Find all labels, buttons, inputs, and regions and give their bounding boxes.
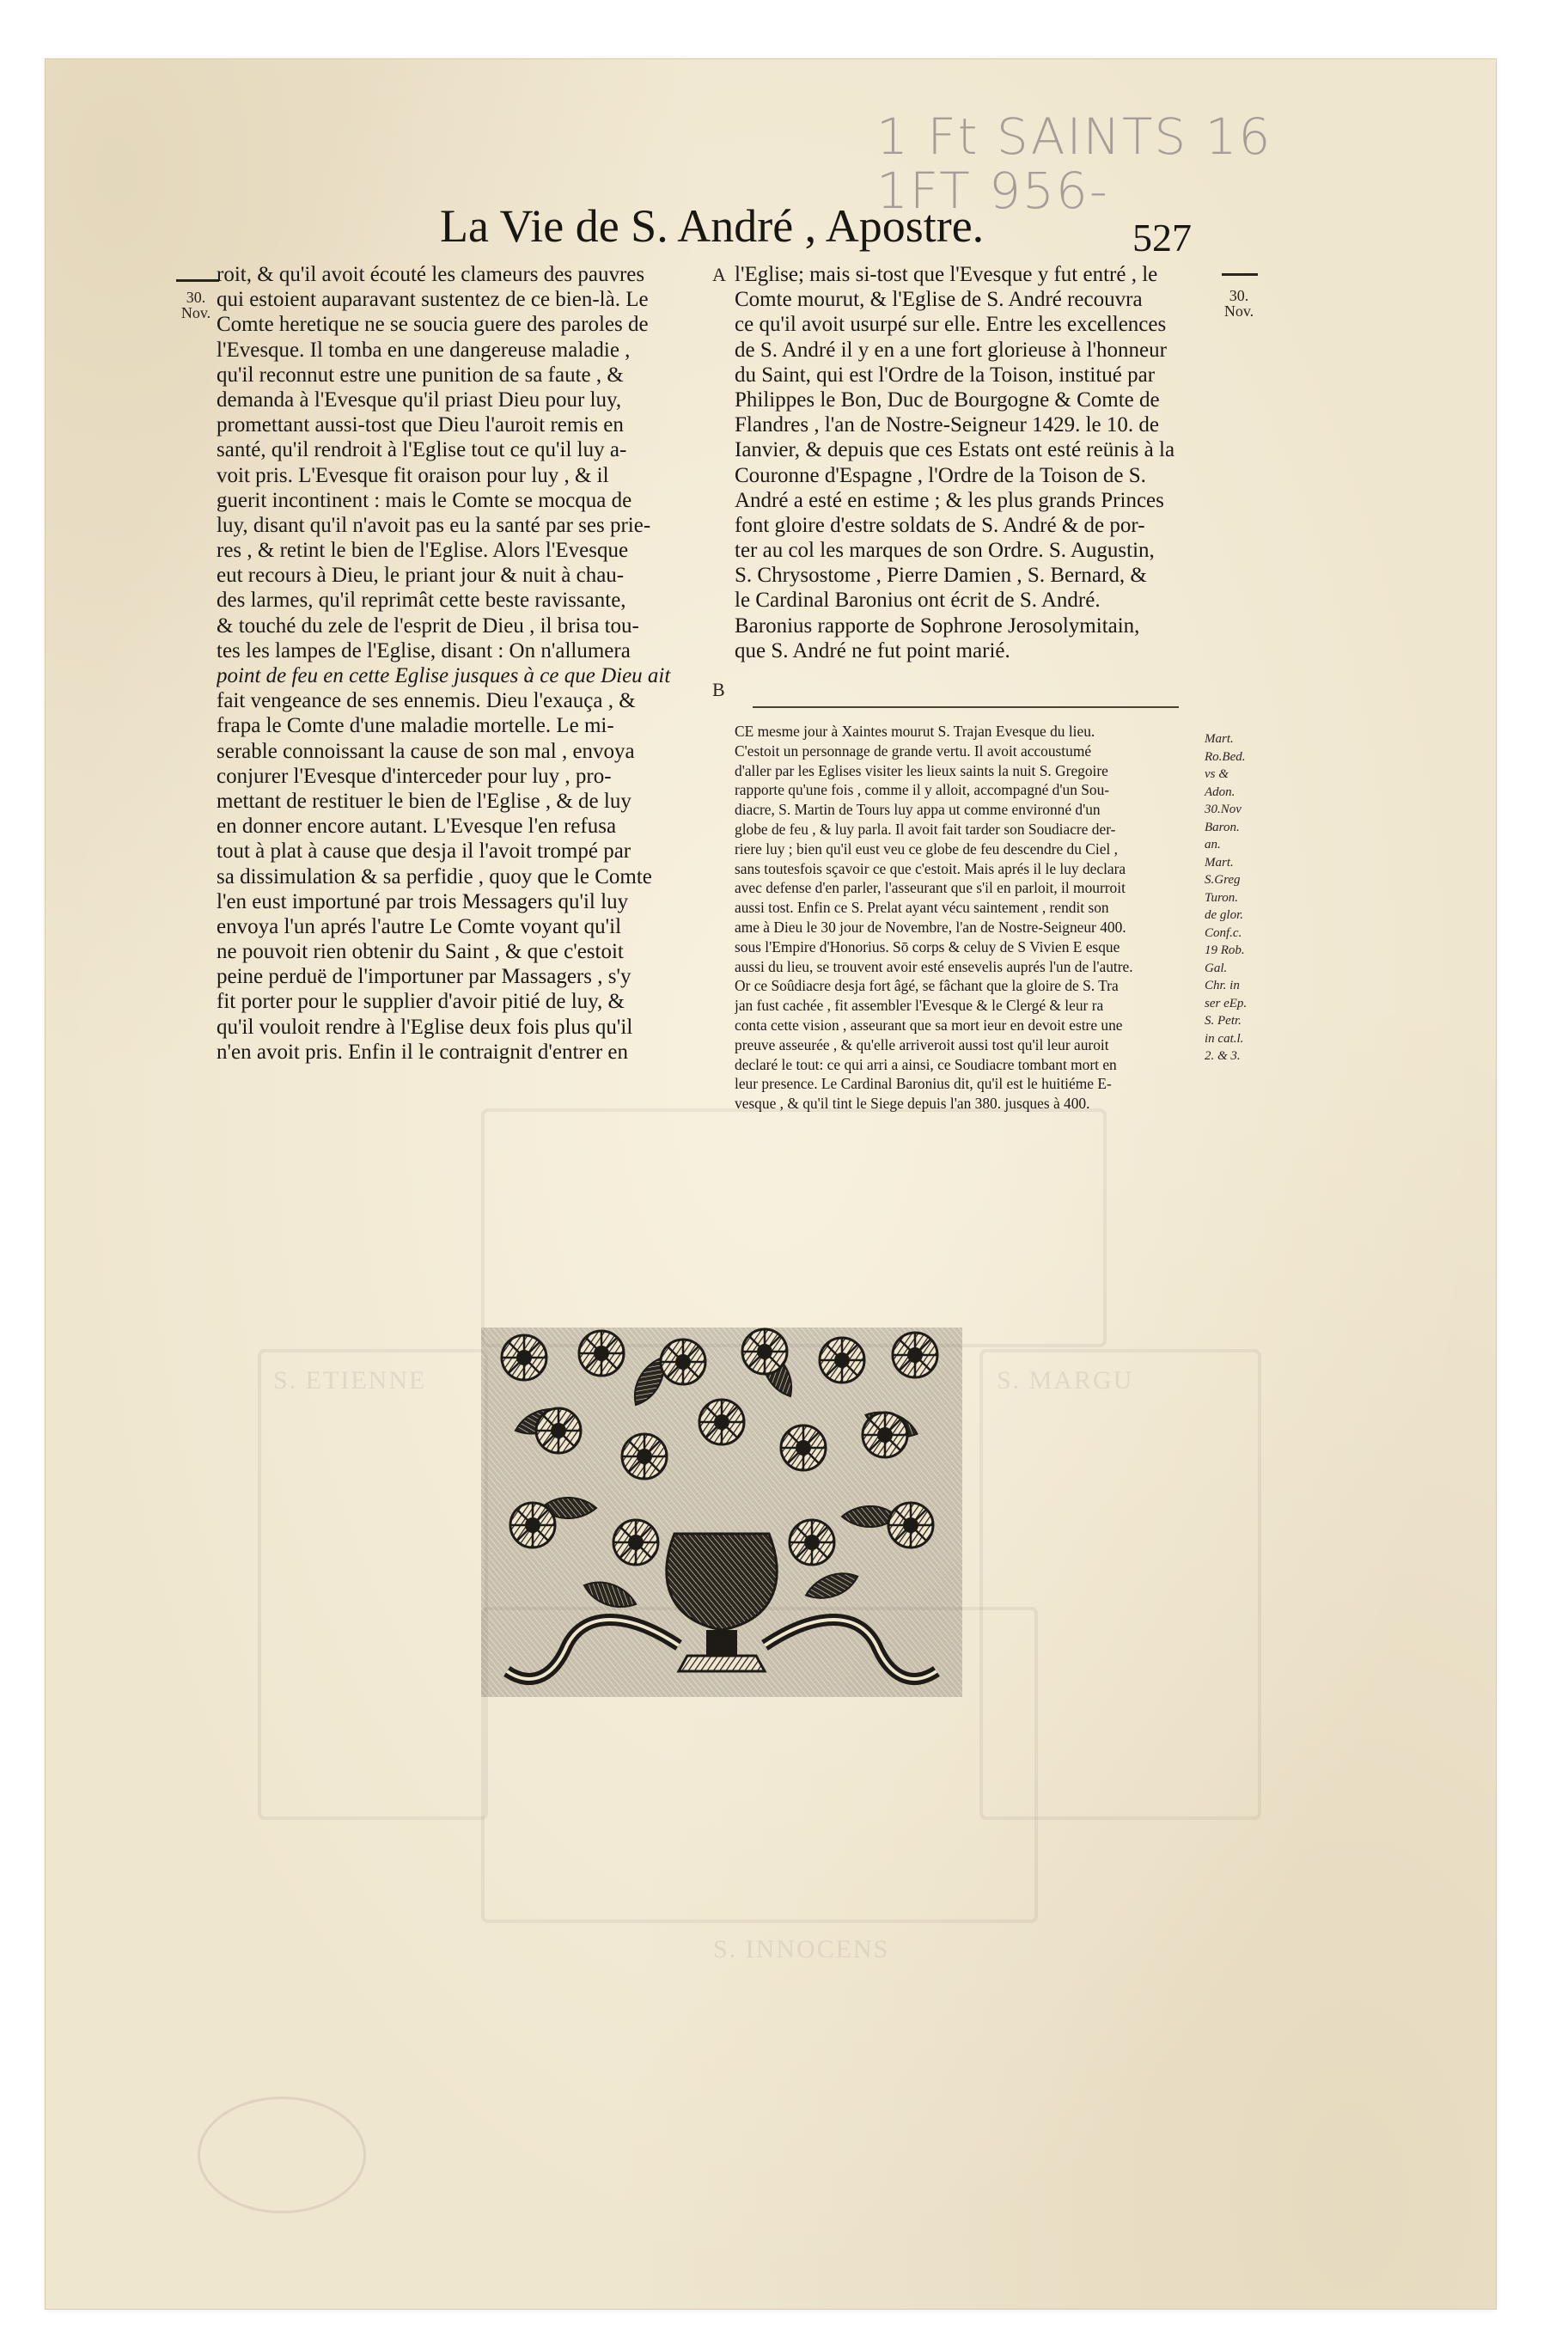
text-line: frapa le Comte d'une maladie mortelle. Le mi-: [217, 714, 614, 738]
text-line: eut recours à Dieu, le priant jour & nuit à chau-: [217, 564, 625, 588]
text-line: luy, disant qu'il n'avoit pas eu la santé par ses prie-: [217, 513, 651, 537]
section-divider: [753, 706, 1179, 708]
bleed-label-left: S. ETIENNE: [273, 1366, 427, 1395]
text-line: riere luy ; bien qu'il eust veu ce globe de feu descendre du Ciel ,: [735, 839, 1118, 858]
margin-note: 30.Nov: [1205, 803, 1242, 816]
text-line: santé, qu'il rendroit à l'Eglise tout ce qu'il luy a-: [217, 438, 627, 462]
margin-rule-left: [176, 279, 219, 282]
text-line: promettant aussi-tost que Dieu l'auroit remis en: [217, 413, 624, 437]
library-stamp: [198, 2097, 366, 2213]
margin-note: Baron.: [1205, 820, 1240, 834]
text-line: l'Evesque. Il tomba en une dangereuse maladie ,: [217, 338, 631, 362]
text-line: l'Eglise; mais si-tost que l'Evesque y fut entré , le: [735, 263, 1158, 286]
margin-note: in cat.l.: [1205, 1031, 1244, 1046]
text-line: font gloire d'estre soldats de S. André & de por-: [735, 513, 1145, 537]
text-line: voit pris. L'Evesque fit oraison pour luy , & il: [217, 463, 609, 487]
text-line: que S. André ne fut point marié.: [735, 638, 1010, 662]
text-line: qui estoient auparavant sustentez de ce bien-là. Le: [217, 288, 649, 312]
text-line: sa dissimulation & sa perfidie , quoy que le Comte: [217, 864, 652, 888]
text-line: C'estoit un personnage de grande vertu. Il avoit accoustumé: [735, 742, 1092, 760]
text-line: rapporte qu'une fois , comme il y alloit, accompagné d'un Sou-: [735, 781, 1110, 799]
text-line: conjurer l'Evesque d'interceder pour luy , pro-: [217, 764, 612, 788]
margin-note: de glor.: [1205, 908, 1243, 922]
shelfmark-line-2: 1FT 956-: [876, 162, 1109, 220]
text-line: de S. André il y en a une fort glorieuse à l'honneur: [735, 338, 1167, 362]
text-line: tout à plat à cause que desja il l'avoit trompé par: [217, 839, 631, 864]
margin-note: Mart.: [1205, 855, 1234, 870]
margin-note: Mart.: [1205, 732, 1234, 746]
text-line: tes les lampes de l'Eglise, disant : On n'allumera: [217, 638, 631, 662]
text-line: guerit incontinent : mais le Comte se mocqua de: [217, 488, 632, 512]
text-line: vesque , & qu'il tint le Siege depuis l'an 380. jusques à 400.: [735, 1095, 1090, 1113]
text-line: Baronius rapporte de Sophrone Jerosolymitain,: [735, 613, 1140, 638]
margin-note: Chr. in: [1205, 979, 1240, 992]
margin-note: 19 Rob.: [1205, 943, 1245, 957]
section-letter-a: A: [712, 264, 726, 285]
margin-note: Turon.: [1205, 890, 1239, 905]
text-line-italic: point de feu en cette Eglise jusques à ce que Dieu ait: [217, 664, 671, 687]
text-line: André a esté en estime ; & les plus grands Princes: [735, 488, 1164, 512]
text-line: declaré le tout: ce qui arri a ainsi, ce Soudiacre tombant mort en: [735, 1055, 1117, 1073]
text-line: aussi tost. Enfin ce S. Prelat ayant vécu saintement , rendit son: [735, 899, 1109, 917]
text-line: sous l'Empire d'Honorius. Sō corps & celuy de S Vivien E esque: [735, 937, 1120, 955]
text-line: Comte mourut, & l'Eglise de S. André recouvra: [735, 288, 1143, 312]
text-line: peine perduë de l'importuner par Massagers , s'y: [217, 965, 631, 989]
text-line: qu'il reconnut estre une punition de sa faute , &: [217, 363, 624, 387]
text-line: l'en eust importuné par trois Messagers qu'il luy: [217, 889, 629, 913]
text-line: S. Chrysostome , Pierre Damien , S. Bernard, &: [735, 564, 1147, 588]
text-line: res , & retint le bien de l'Eglise. Alors l'Evesque: [217, 539, 629, 563]
margin-note: S. Petr.: [1205, 1014, 1242, 1028]
text-line: serable connoissant la cause de son mal , envoya: [217, 739, 635, 763]
text-line: en donner encore autant. L'Evesque l'en refusa: [217, 815, 617, 839]
text-line: fit porter pour le supplier d'avoir pitié de luy, &: [217, 990, 625, 1014]
trajan-section: [735, 722, 1211, 1114]
text-line: n'en avoit pris. Enfin il le contraignit d'entrer en: [217, 1040, 629, 1064]
text-line: ce qu'il avoit usurpé sur elle. Entre les excellences: [735, 313, 1167, 337]
text-line: jan fust cachée , fit assembler l'Evesque & le Clergé & leur ra: [735, 997, 1104, 1015]
text-line: Philippes le Bon, Duc de Bourgogne & Comte de: [735, 388, 1160, 412]
text-line: Ianvier, & depuis que ces Estats ont esté reünis à la: [735, 438, 1175, 462]
margin-note: Ro.Bed.: [1205, 749, 1246, 764]
left-text-column: [217, 262, 711, 1065]
text-line: conta cette vision , asseurant que sa mort ieur en devoit estre une: [735, 1016, 1123, 1034]
right-text-column: [735, 262, 1229, 663]
margin-note: an.: [1205, 838, 1221, 852]
bleed-label-bottom: S. INNOCENS: [713, 1935, 890, 1963]
floral-vase-ornament: [481, 1328, 962, 1697]
text-line: envoya l'un aprés l'autre Le Comte voyant qu'il: [217, 914, 622, 938]
text-line: Or ce Soûdiacre desja fort âgé, se fâchant que la gloire de S. Tra: [735, 977, 1119, 995]
page-title: La Vie de S. André , Apostre.: [440, 200, 985, 252]
text-line: le Cardinal Baronius ont écrit de S. André.: [735, 589, 1101, 613]
text-line: ame à Dieu le 30 jour de Novembre, l'an de Nostre-Seigneur 400.: [735, 918, 1126, 936]
text-line: Couronne d'Espagne , l'Ordre de la Toison de S.: [735, 463, 1146, 487]
margin-note: 2. & 3.: [1205, 1049, 1241, 1063]
text-line: preuve asseurée , & qu'elle arriveroit aussi tost qu'il leur auroit: [735, 1035, 1109, 1053]
text-line: mettant de restituer le bien de l'Eglise , & de luy: [217, 789, 631, 813]
text-line: qu'il vouloit rendre à l'Eglise deux fois plus qu'il: [217, 1015, 633, 1039]
text-line: Flandres , l'an de Nostre-Seigneur 1429. le 10. de: [735, 413, 1159, 437]
shelfmark-line-1: 1 Ft SAINTS 16: [876, 107, 1272, 166]
bleed-frame-left: [258, 1349, 488, 1820]
text-line: Comte heretique ne se soucia guere des paroles de: [217, 313, 649, 337]
margin-note: ser eEp.: [1205, 996, 1248, 1010]
text-line: avec defense d'en parler, l'asseurant que s'il en parloit, il mourroit: [735, 879, 1126, 897]
text-line: globe de feu , & luy parla. Il avoit fait tarder son Soudiacre der-: [735, 820, 1116, 838]
bleed-label-right: S. MARGU: [997, 1366, 1134, 1395]
margin-note: S.Greg: [1205, 873, 1241, 887]
margin-note: vs &: [1205, 767, 1229, 781]
text-line: aussi du lieu, se trouvent avoir esté ensevelis auprés l'un de l'autre.: [735, 957, 1133, 975]
text-line: ne pouvoit rien obtenir du Saint , & que c'estoit: [217, 940, 624, 964]
margin-notes: [1205, 730, 1256, 1065]
bleed-frame-top: [481, 1108, 1107, 1347]
text-line: demanda à l'Evesque qu'il priast Dieu pour luy,: [217, 388, 622, 412]
text-line: sans toutesfois sçavoir ce que c'estoit. Mais aprés il le luy declara: [735, 859, 1126, 877]
text-line: fait vengeance de ses ennemis. Dieu l'exauça , &: [217, 689, 636, 713]
date-mark-left: 30. Nov.: [180, 289, 211, 321]
text-line: diacre, S. Martin de Tours luy appa ut comme environné d'un: [735, 801, 1101, 819]
text-line: des larmes, qu'il reprimât cette beste ravissante,: [217, 589, 626, 613]
text-line: d'aller par les Eglises visiter les lieux saints la nuit S. Gregoire: [735, 761, 1108, 779]
text-line: roit, & qu'il avoit écouté les clameurs des pauvres: [217, 263, 645, 286]
text-line: du Saint, qui est l'Ordre de la Toison, institué par: [735, 363, 1156, 387]
text-line: leur presence. Le Cardinal Baronius dit, qu'il est le huitiéme E-: [735, 1075, 1112, 1093]
page-number: 527: [1132, 216, 1192, 259]
text-line: ter au col les marques de son Ordre. S. Augustin,: [735, 539, 1155, 563]
text-line: & touché du zele de l'esprit de Dieu , il brisa tou-: [217, 613, 639, 638]
margin-note: Conf.c.: [1205, 925, 1242, 940]
margin-note: Gal.: [1205, 961, 1228, 975]
margin-note: Adon.: [1205, 784, 1235, 799]
text-line: CE mesme jour à Xaintes mourut S. Trajan Evesque du lieu.: [735, 723, 1095, 740]
section-letter-b: B: [712, 679, 725, 700]
date-mark-right: 30. Nov.: [1223, 287, 1254, 320]
